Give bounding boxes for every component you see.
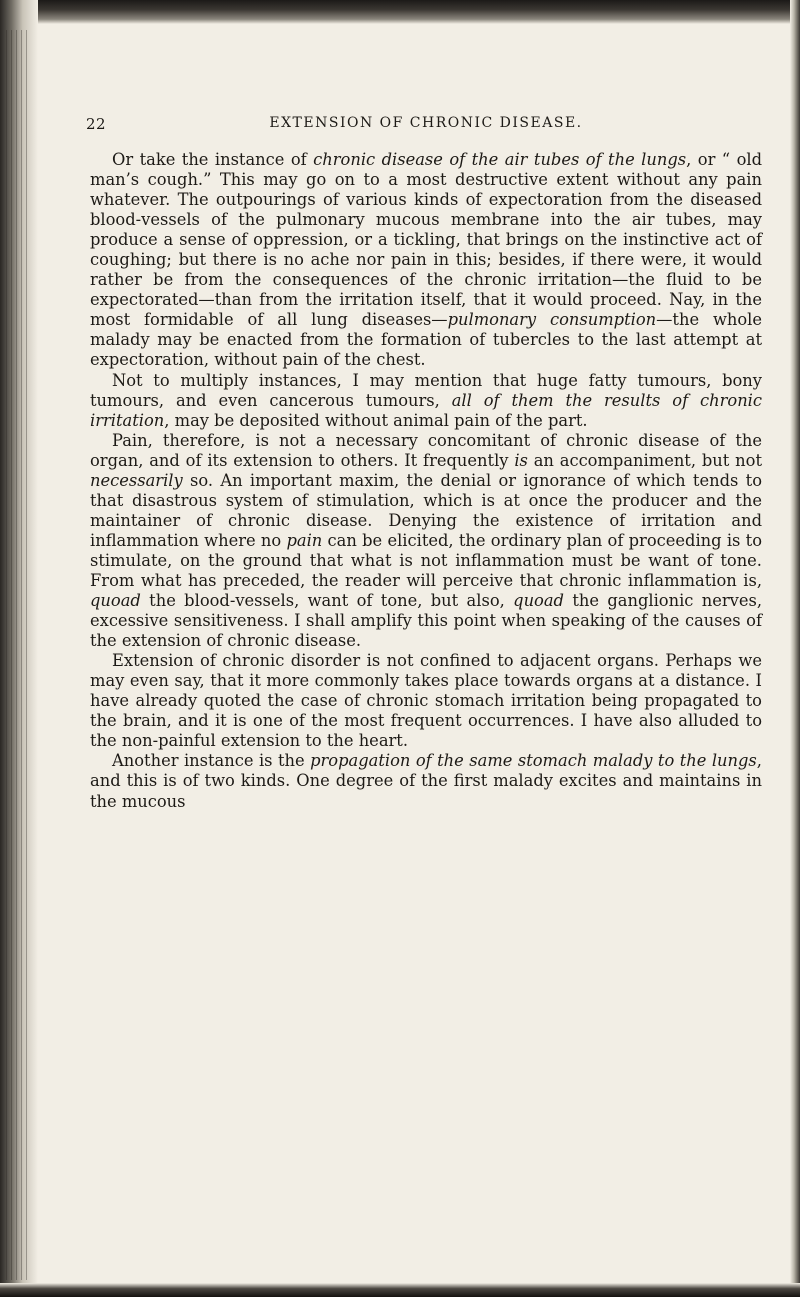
paragraph <box>90 150 762 371</box>
text-run: , may be deposited without animal pain of the part. <box>164 410 588 430</box>
text-run: the blood-vessels, want of tone, but also, <box>140 591 514 611</box>
text-run: , or “ old man’s cough.” This may go on to a most destructive extent without any pain whatever. The outpourings of various kinds of expectoration from the diseased blood-vessels of the pulmonary mucous membrane into the air tubes, may produce a sense of oppression, or a tickling, that brings on the instinctive act of coughing; but there is no ache nor pain in this; besides, if there were, it would rather be from the consequences of the chronic irritation—the fluid to be expectorated—than from the irritation itself, that it would proceed. Nay, in the most formidable of all lung diseases— <box>90 150 762 330</box>
paragraph <box>90 371 762 431</box>
italic-text: propagation of the same stomach malady to the lungs <box>310 751 757 771</box>
italic-text: quoad <box>513 591 564 611</box>
text-run: Not to multiply instances, I may mention that huge fatty tumours, bony tumours, and even cancerous tumours, <box>90 370 762 410</box>
page-edges <box>6 30 28 1280</box>
italic-text: pain <box>286 530 323 550</box>
italic-text: quoad <box>90 591 141 611</box>
italic-text: chronic disease of the air tubes of the lungs <box>313 150 687 169</box>
page-number: 22 <box>86 115 107 133</box>
paragraph <box>90 431 762 652</box>
text-run: an accompaniment, but not <box>527 450 762 470</box>
text-run: so. An important maxim, the denial or ignorance of which tends to that disastrous system of stimulation, which is at once the producer and the maintainer of chronic disease. Denying the existence of irritation and inflammation where no <box>90 470 762 550</box>
text-run: Or take the instance of <box>112 150 314 169</box>
text-run: Pain, therefore, is not a necessary concomitant of chronic disease of the organ, and of its extension to others. It frequently <box>90 430 762 470</box>
italic-text: pulmonary consumption <box>447 310 657 330</box>
text-run: —the whole malady may be enacted from the formation of tubercles to the last attempt at expectoration, without pain of the chest. <box>90 310 763 370</box>
text-run: Extension of chronic disorder is not confined to adjacent organs. Perhaps we may even say, that it more commonly takes place towards organs at a distance. I have already quoted the case of chronic stomach irritation being propagated to the brain, and it is one of the most frequent occurrences. I have also alluded to the non-painful extension to the heart. <box>90 651 762 751</box>
page-header <box>86 115 766 137</box>
body-text <box>90 150 762 812</box>
italic-text: necessarily <box>90 470 183 490</box>
text-run: the ganglionic nerves, excessive sensitiveness. I shall amplify this point when speaking of the causes of the extension of chronic disease. <box>90 591 762 651</box>
paragraph <box>90 751 762 811</box>
italic-text: all of them the results of chronic irritation <box>90 390 763 430</box>
text-run: Another instance is the <box>112 751 311 771</box>
paragraph <box>90 651 762 751</box>
italic-text: is <box>514 450 528 470</box>
scan-edge-right <box>790 0 800 1297</box>
scan-edge-bottom <box>0 1283 800 1297</box>
text-run: , and this is of two kinds. One degree of the first malady excites and maintains in the mucous <box>90 751 762 811</box>
text-run: can be elicited, the ordinary plan of proceeding is to stimulate, on the ground that what is not inflammation must be want of tone. From what has preceded, the reader will perceive that chronic inflammation is, <box>90 530 762 590</box>
scan-edge-top <box>0 0 800 24</box>
running-title: EXTENSION OF CHRONIC DISEASE. <box>269 115 583 131</box>
